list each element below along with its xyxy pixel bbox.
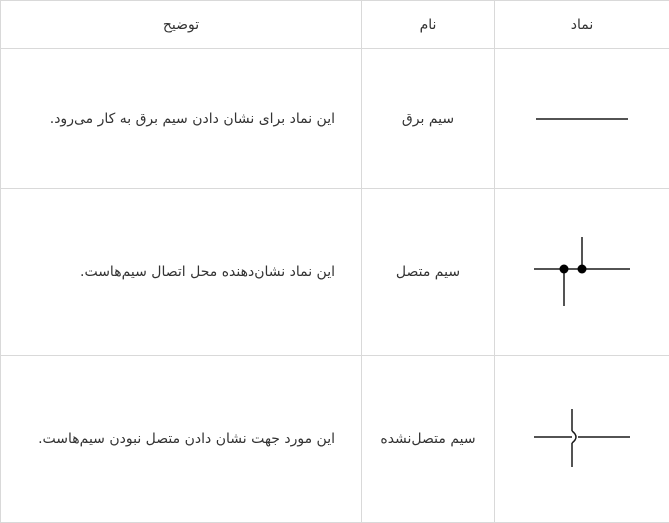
plain-wire-symbol-icon (532, 109, 632, 129)
header-name: نام (362, 1, 495, 49)
symbol-cell (495, 189, 669, 355)
table-row (1, 189, 669, 355)
table-row (1, 355, 669, 522)
name-cell: سیم برق (362, 49, 495, 189)
unconnected-wires-symbol-icon (532, 409, 632, 469)
header-description: توضیح (1, 1, 362, 49)
description-cell: این مورد جهت نشان دادن متصل نبودن سیم‌هاست. (1, 355, 362, 522)
header-symbol: نماد (495, 1, 669, 49)
table-row (1, 49, 669, 189)
symbol-cell (495, 355, 669, 522)
symbol-cell (495, 49, 669, 189)
description-cell: این نماد برای نشان دادن سیم برق به کار می‌رود. (1, 49, 362, 189)
description-cell: این نماد نشان‌دهنده محل اتصال سیم‌هاست. (1, 189, 362, 355)
table-header-row (1, 1, 669, 49)
name-cell: سیم متصل‌نشده (362, 355, 495, 522)
connected-wires-symbol-icon (532, 237, 632, 307)
name-cell: سیم متصل (362, 189, 495, 355)
